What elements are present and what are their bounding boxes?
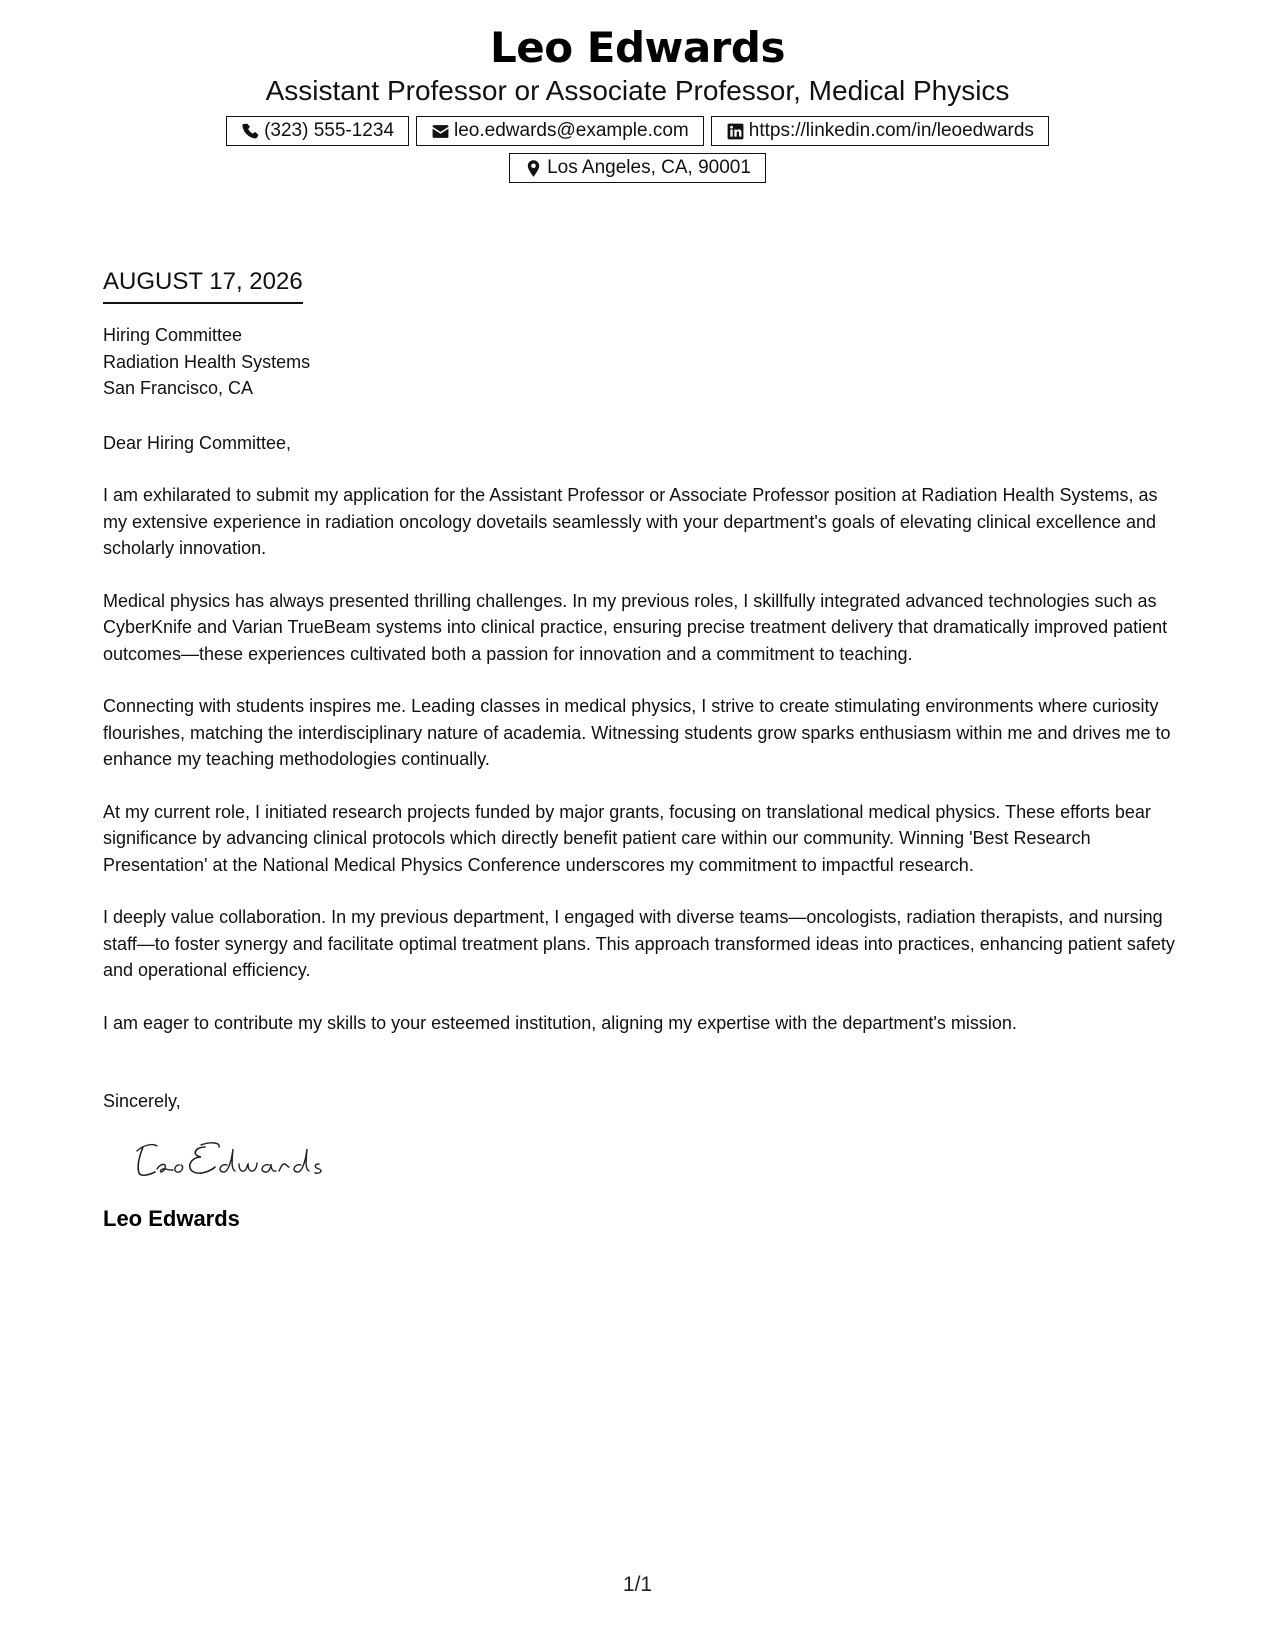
body-paragraph: At my current role, I initiated research projects funded by major grants, focusing on translational medical physics. These efforts bear significance by advancing clinical protocols which directly benefit patient care within our community. Winning 'Best Research Presentation' at the National Medical Physics Conference underscores my commitment to impactful research. bbox=[103, 801, 1151, 875]
location-text: Los Angeles, CA, 90001 bbox=[547, 157, 751, 178]
letter-date: AUGUST 17, 2026 bbox=[103, 266, 303, 304]
body-paragraph: I am eager to contribute my skills to your esteemed institution, aligning my expertise with the department's mission. bbox=[103, 1012, 1017, 1033]
contact-row-2 bbox=[0, 153, 1275, 183]
linkedin-text: https://linkedin.com/in/leoedwards bbox=[748, 120, 1034, 141]
body-paragraph: Medical physics has always presented thrilling challenges. In my previous roles, I skillfully integrated advanced technologies such as CyberKnife and Varian TrueBeam systems into clinical practice, ensuring precise treatment delivery that dramatically improved patient outcomes—these experiences cultivated both a passion for innovation and a commitment to teaching. bbox=[103, 590, 1168, 664]
phone-icon bbox=[241, 122, 260, 141]
contact-row-1 bbox=[0, 116, 1275, 146]
contact-location bbox=[509, 153, 766, 183]
signature-image bbox=[131, 1137, 1178, 1185]
body-paragraph: I am exhilarated to submit my application for the Assistant Professor or Associate Professor position at Radiation Health Systems, as my extensive experience in radiation oncology dovetails seamlessly with your department's goals of elevating clinical excellence and scholarly innovation. bbox=[103, 485, 1158, 558]
letter-body bbox=[103, 266, 1178, 1233]
handwritten-signature bbox=[131, 1137, 331, 1185]
page-number: 1/1 bbox=[622, 1573, 653, 1596]
envelope-icon bbox=[431, 122, 450, 141]
applicant-name: Leo Edwards bbox=[490, 23, 785, 72]
contact-email[interactable] bbox=[416, 116, 704, 146]
body-paragraph: Connecting with students inspires me. Leading classes in medical physics, I strive to create stimulating environments where curiosity flourishes, matching the interdisciplinary nature of academia. Witnessing students grow sparks enthusiasm within me and drives me to enhance my teaching methodologies continually. bbox=[103, 696, 1171, 769]
email-text: leo.edwards@example.com bbox=[454, 120, 689, 141]
body-paragraph: I deeply value collaboration. In my previous department, I engaged with diverse teams—oncologists, radiation therapists, and nursing staff—to foster synergy and facilitate optimal treatment plans. This approach transformed ideas into practices, enhancing patient safety and operational efficiency. bbox=[103, 907, 1175, 980]
signer-name: Leo Edwards bbox=[103, 1205, 240, 1231]
recipient-line: Radiation Health Systems bbox=[103, 351, 311, 372]
linkedin-icon bbox=[726, 122, 745, 141]
salutation: Dear Hiring Committee, bbox=[103, 432, 292, 453]
phone-text: (323) 555-1234 bbox=[264, 120, 395, 141]
recipient-block bbox=[103, 322, 1178, 402]
recipient-line: San Francisco, CA bbox=[103, 378, 254, 398]
closing: Sincerely, bbox=[103, 1091, 181, 1111]
map-pin-icon bbox=[524, 159, 543, 178]
contact-phone[interactable] bbox=[226, 116, 409, 146]
contact-linkedin[interactable] bbox=[711, 116, 1049, 146]
recipient-line: Hiring Committee bbox=[103, 325, 243, 345]
applicant-title: Assistant Professor or Associate Professor, Medical Physics bbox=[265, 75, 1010, 106]
letter-header bbox=[0, 22, 1275, 183]
